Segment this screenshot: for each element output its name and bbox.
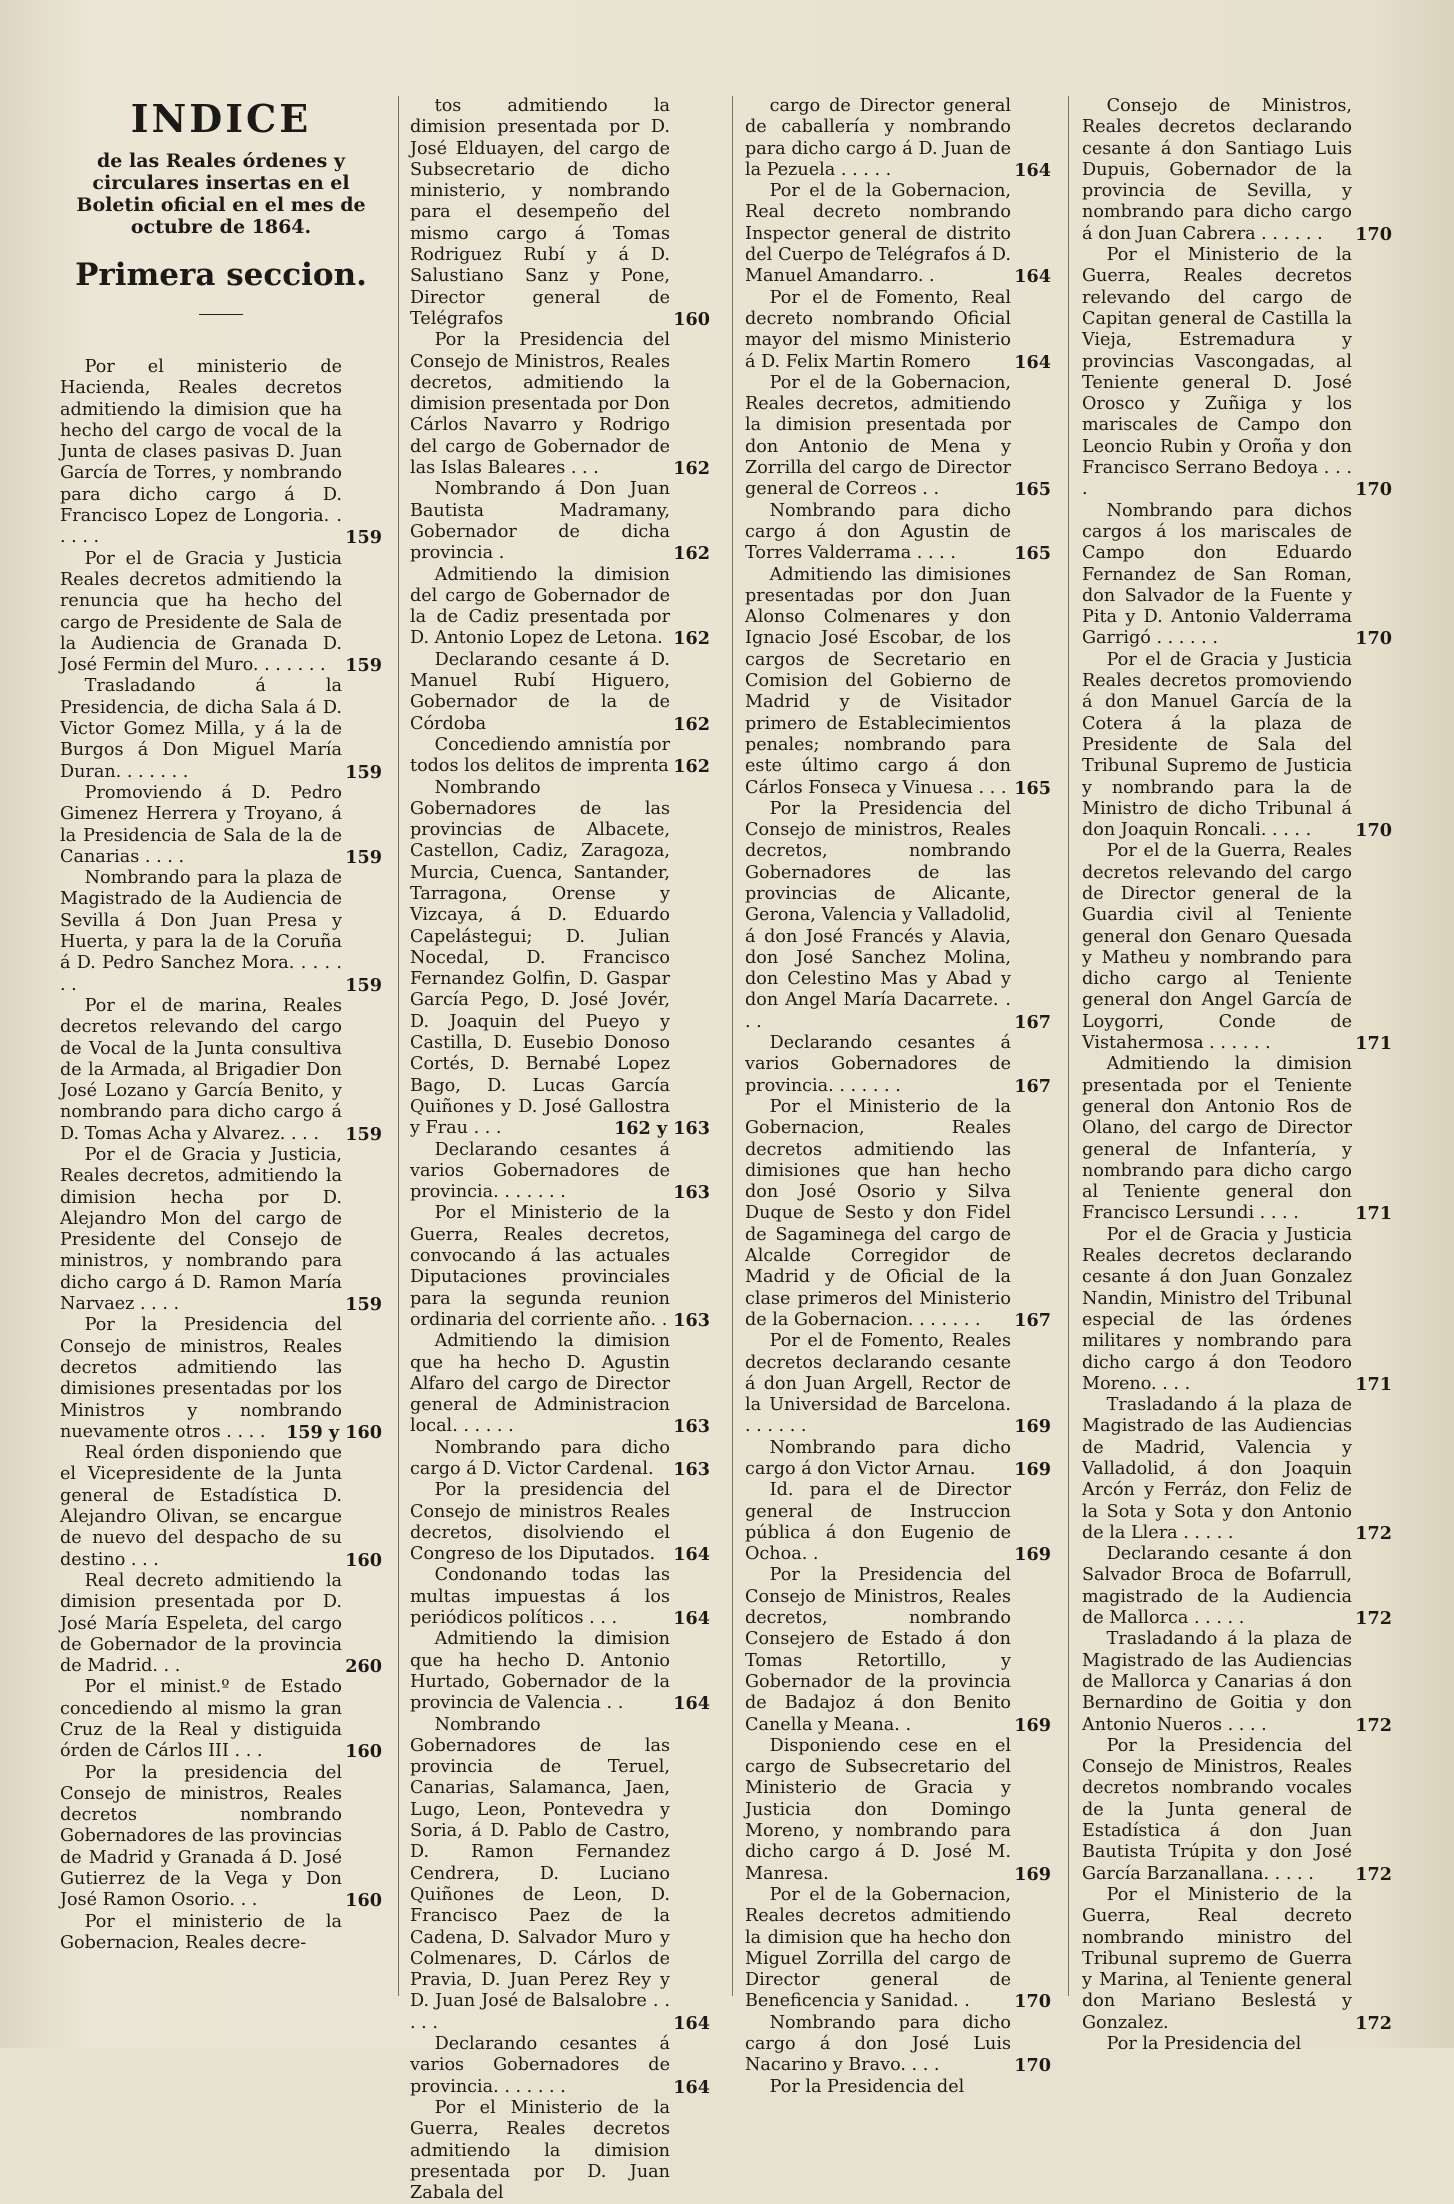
entry-text: Nombrando para dichos cargos á los mariscales de Campo don Eduardo Fernandez de San Roman, don Salvador de la Fuente y Pita y D. Antonio Valderrama Garrigó . . . . . . — [1082, 500, 1352, 649]
entry-page-number: 172 — [1355, 1714, 1392, 1736]
entry-text: Por el Ministerio de la Gobernacion, Reales decretos admitiendo las dimisiones que han hecho don José Osorio y Silva Duque de Sesto y don Fidel de Sagaminega del cargo de Alcalde Corregidor de Madrid y de Oficial de la clase primeros del Ministerio de la Gobernacion. . . . . . . — [745, 1096, 1011, 1330]
entry-page-number: 159 — [345, 655, 382, 677]
index-entry — [410, 1438, 710, 1481]
entry-text: Por el de Gracia y Justicia Reales decretos promoviendo á don Manuel García de la Cotera á la plaza de Presidente de Sala del Tribunal Supremo de Justicia y nombrando para la de Ministro de dicho Tribunal á don Joaquin Roncali. . . . . — [1082, 649, 1352, 841]
index-column-4 — [1082, 96, 1392, 2055]
separator-line — [199, 314, 243, 315]
entry-text: Por el de Gracia y Justicia Reales decretos admitiendo la renuncia que ha hecho del cargo de Presidente de Sala de la Audiencia de Granada D. José Fermin del Muro. . . . . . . — [60, 548, 342, 676]
entry-text: Real decreto admitiendo la dimision presentada por D. José María Espeleta, del cargo de Gobernador de la provincia de Madrid. . . — [60, 1570, 342, 1677]
index-entry — [1082, 1629, 1392, 1735]
index-entry — [1082, 1885, 1392, 2034]
entry-text: Por la Presidencia del — [1106, 2034, 1302, 2055]
entry-page-number: 163 — [673, 1182, 710, 1204]
index-entry — [410, 2034, 710, 2098]
entry-page-number: 159 — [345, 846, 382, 868]
entry-text: Por la Presidencia del Consejo de Ministros, Reales decretos nombrando vocales de la Junta general de Estadística á don Juan Bautista Trúpita y don José García Barzanallana. . . . . — [1082, 1735, 1352, 1884]
entry-text: tos admitiendo la dimision presentada por D. José Elduayen, del cargo de Subsecretario de dicho ministerio, y nombrando para el desempeño del mismo cargo á Tomas Rodriguez Rubí y á D. Salustiano Sanz y Pone, Director general de Telégrafos — [410, 96, 670, 329]
index-entry — [410, 1331, 710, 1437]
index-entry — [745, 1097, 1051, 1331]
entry-text: Consejo de Ministros, Reales decretos declarando cesante á don Santiago Luis Dupuis, Gobernador de la provincia de Sevilla, y nombrando para dicho cargo á don Juan Cabrera . . . . . . — [1082, 96, 1352, 244]
entry-page-number: 172 — [1355, 1863, 1392, 1885]
index-entry — [745, 288, 1051, 373]
entry-text: Por la Presidencia del Consejo de ministros, Reales decretos admitiendo las dimisiones presentadas por los Ministros y nombrando nuevamente otros . . . . — [60, 1315, 342, 1442]
entry-page-number: 159 — [345, 1123, 382, 1145]
index-entry — [745, 565, 1051, 799]
entry-text: Por el de Gracia y Justicia, Reales decretos, admitiendo la dimision hecha por D. Alejandro Mon del cargo de Presidente del Consejo de ministros, y nombrando para dicho cargo á D. Ramon María Narvaez . . . . — [60, 1144, 342, 1315]
entry-page-number: 260 — [345, 1656, 382, 1678]
entry-page-number: 165 — [1014, 777, 1051, 799]
index-entry — [745, 2013, 1051, 2077]
entry-text: Por la Presidencia del Consejo de ministros, Reales decretos, nombrando Gobernadores de las provincias de Alicante, Gerona, Valencia y Valladolid, á don José Francés y Alavia, don José Sanchez Molina, don Celestino Mas y Abad y don Angel María Dacarrete. . . . — [745, 798, 1011, 1032]
index-entry — [60, 1315, 382, 1443]
index-entry — [1082, 1054, 1392, 1224]
index-entry — [410, 96, 710, 330]
index-entry — [60, 1145, 382, 1315]
entry-text: Trasladando á la plaza de Magistrado de las Audiencias de Madrid, Valencia y Valladolid, á don Joaquin Arcón y Ferráz, don Feliz de la Sota y Sota y don Antonio de la Llera . . . . . — [1082, 1395, 1352, 1543]
entry-page-number: 171 — [1355, 1203, 1392, 1225]
entry-text: Por el Ministerio de la Guerra, Real decreto nombrando ministro del Tribunal supremo de Guerra y Marina, al Teniente general don Mariano Beslestá y Gonzalez. — [1082, 1884, 1352, 2033]
entry-page-number: 170 — [1355, 479, 1392, 501]
index-entry — [410, 735, 710, 778]
index-title: INDICE — [130, 96, 312, 141]
entry-text: Nombrando para dicho cargo á D. Victor Cardenal. — [410, 1437, 670, 1479]
index-entry — [745, 501, 1051, 565]
entry-text: Nombrando Gobernadores de las provincias de Albacete, Castellon, Cadiz, Zaragoza, Murcia, Cuenca, Santander, Tarragona, Orense y Vizcaya, á D. Eduardo Capelástegui; D. Julian Nocedal, D. Francisco Fernandez Golfin, D. Gaspar García Pego, D. José Jovér, D. Joaquin del Pueyo y Castilla, D. Eusebio Donoso Cortés, D. Bernabé Lopez Bago, D. Lucas García Quiñones y D. José Gallostra y Frau . . . — [410, 777, 670, 1139]
index-entry — [1082, 245, 1392, 501]
column-entries — [60, 357, 382, 1954]
entry-page-number: 164 — [673, 1544, 710, 1566]
entry-text: Trasladando á la Presidencia, de dicha Sala á D. Victor Gomez Milla, y á la de Burgos á Don Miguel María Duran. . . . . . . — [60, 676, 342, 782]
entry-page-number: 167 — [1014, 1075, 1051, 1097]
entry-text: Por la Presidencia del Consejo de Ministros, Reales decretos, admitiendo la dimision presentada por Don Cárlos Navarro y Rodrigo del cargo de Gobernador de las Islas Baleares . . . — [410, 330, 670, 479]
index-entry — [60, 1677, 382, 1762]
index-entry — [1082, 1225, 1392, 1395]
index-entry — [410, 1203, 710, 1331]
entry-page-number: 162 — [673, 543, 710, 565]
index-entry — [745, 1736, 1051, 1885]
entry-text: Nombrando para dicho cargo á don José Luis Nacarino y Bravo. . . . — [745, 2012, 1011, 2076]
entry-text: Nombrando para dicho cargo á don Agustin de Torres Valderrama . . . . — [745, 500, 1011, 564]
index-entry — [60, 1443, 382, 1571]
entry-page-number: 170 — [1014, 2055, 1051, 2077]
entry-page-number: 165 — [1014, 543, 1051, 565]
index-entry — [1082, 501, 1392, 650]
entry-text: Por el de la Gobernacion, Real decreto nombrando Inspector general de distrito del Cuerpo de Telégrafos á D. Manuel Amandarro. . — [745, 181, 1011, 287]
entry-text: Declarando cesantes á varios Gobernadores de provincia. . . . . . . — [410, 1139, 670, 1203]
entry-text: Por el de Gracia y Justicia Reales decretos declarando cesante á don Juan Gonzalez Nandin, Ministro del Tribunal especial de las órdenes militares y nombrando para dicho cargo á don Teodoro Moreno. . . . — [1082, 1224, 1352, 1394]
entry-text: Condonando todas las multas impuestas á los periódicos políticos . . . — [410, 1565, 670, 1629]
index-entry — [745, 373, 1051, 501]
entry-page-number: 162 — [673, 628, 710, 650]
index-entry — [745, 2077, 1051, 2098]
index-entry — [410, 1629, 710, 1714]
entry-page-number: 159 — [345, 761, 382, 783]
index-entry — [745, 96, 1051, 181]
entry-page-number: 164 — [1014, 159, 1051, 181]
index-entry — [745, 1480, 1051, 1565]
entry-page-number: 159 — [345, 974, 382, 996]
index-column-1 — [60, 96, 382, 2036]
section-heading: Primera seccion. — [75, 257, 367, 293]
entry-text: Id. para el de Director general de Instruccion pública á don Eugenio de Ochoa. . — [745, 1480, 1011, 1565]
entry-text: Disponiendo cese en el cargo de Subsecretario del Ministerio de Gracia y Justicia don Domingo Moreno, y nombrando para dicho cargo á D. José M. Manresa. — [745, 1735, 1011, 1884]
entry-page-number: 164 — [673, 2012, 710, 2034]
index-entry — [745, 181, 1051, 287]
entry-text: Nombrando Gobernadores de las provincia de Teruel, Canarias, Salamanca, Jaen, Lugo, Leon, Pontevedra y Soria, á D. Pablo de Castro, D. Ramon Fernandez Cendrera, D. Luciano Quiñones de Leon, D. Francisco Paez de la Cadena, D. Salvador Muro y Colmenares, D. Cárlos de Pravia, D. Juan Perez Rey y D. Juan José de Balsalobre . . . . . — [410, 1714, 670, 2033]
index-entry — [60, 1571, 382, 1677]
entry-page-number: 159 — [345, 527, 382, 549]
entry-page-number: 170 — [1355, 223, 1392, 245]
index-entry — [410, 330, 710, 479]
entry-text: Real órden disponiendo que el Vicepresidente de la Junta general de Estadística D. Alejandro Olivan, se encargue de nuevo del despacho de su destino . . . — [60, 1443, 342, 1570]
index-entry — [1082, 1544, 1392, 1629]
entry-text: Declarando cesantes á varios Gobernadores de provincia. . . . . . . — [410, 2034, 670, 2097]
entry-page-number: 172 — [1355, 1522, 1392, 1544]
entry-text: Por la Presidencia del Consejo de Ministros, Reales decretos, nombrando Consejero de Estado á don Tomas Retortillo, y Gobernador de la provincia de Badajoz á don Benito Canella y Meana. . — [745, 1565, 1011, 1735]
index-entry — [60, 868, 382, 996]
entry-page-number: 163 — [673, 1309, 710, 1331]
entry-page-number: 170 — [1014, 1991, 1051, 2013]
entry-page-number: 171 — [1355, 1033, 1392, 1055]
entry-text: Nombrando para la plaza de Magistrado de la Audiencia de Sevilla á Don Juan Presa y Huerta, y para la de la Coruña á D. Pedro Sanchez Mora. . . . . . . — [60, 868, 342, 995]
entry-page-number: 164 — [1014, 351, 1051, 373]
entry-page-number: 167 — [1014, 1011, 1051, 1033]
entry-page-number: 160 — [345, 1741, 382, 1763]
entry-text: Admitiendo las dimisiones presentadas por don Juan Alonso Colmenares y don Ignacio José Escobar, de los cargos de Secretario en Comision del Gobierno de Madrid y de Visitador primero de Establecimientos penales; nombrando para este último cargo á don Cárlos Fonseca y Vinuesa . . . — [745, 564, 1011, 798]
index-entry — [745, 1885, 1051, 2013]
entry-text: Declarando cesantes á varios Gobernadores de provincia. . . . . . . — [745, 1033, 1011, 1096]
index-entry — [410, 479, 710, 564]
entry-page-number: 159 — [345, 1294, 382, 1316]
entry-text: Declarando cesante á D. Manuel Rubí Higuero, Gobernador de la de Córdoba — [410, 649, 670, 734]
entry-page-number: 169 — [1014, 1714, 1051, 1736]
entry-text: Por el de la Gobernacion, Reales decretos admitiendo la dimision que ha hecho don Miguel Zorrilla del cargo de Director general de Beneficencia y Sanidad. . — [745, 1884, 1011, 2012]
entry-text: Admitiendo la dimision que ha hecho D. Antonio Hurtado, Gobernador de la provincia de Valencia . . — [410, 1629, 670, 1714]
entry-text: Por el ministerio de la Gobernacion, Reales decre- — [60, 1911, 342, 1953]
index-entry — [1082, 96, 1392, 245]
entry-page-number: 160 — [673, 308, 710, 330]
entry-text: Trasladando á la plaza de Magistrado de las Audiencias de Mallorca y Canarias á don Bernardino de Goitia y don Antonio Nueros . . . . — [1082, 1629, 1352, 1735]
entry-page-number: 162 y 163 — [614, 1118, 710, 1140]
index-entry — [60, 549, 382, 677]
index-column-3 — [745, 96, 1051, 2097]
index-entry — [60, 357, 382, 549]
index-entry — [410, 778, 710, 1140]
entry-text: cargo de Director general de caballería y nombrando para dicho cargo á D. Juan de la Pezuela . . . . . — [745, 96, 1011, 180]
entry-text: Por el de Fomento, Real decreto nombrando Oficial mayor del mismo Ministerio á D. Felix Martin Romero — [745, 287, 1011, 372]
column-rule — [1068, 96, 1069, 1996]
entry-text: Admitiendo la dimision presentada por el Teniente general don Antonio Ros de Olano, del cargo de Director general de Infantería, y nombrando para dicho cargo al Teniente general don Francisco Lersundi . . . . — [1082, 1054, 1352, 1224]
entry-text: Por el de la Gobernacion, Reales decretos, admitiendo la dimision presentada por don Antonio de Mena y Zorrilla del cargo de Director general de Correos . . — [745, 372, 1011, 500]
entry-text: Por la presidencia del Consejo de ministros, Reales decretos nombrando Gobernadores de las provincias de Madrid y Granada á D. José Gutierrez de la Vega y Don José Ramon Osorio. . . — [60, 1762, 343, 1911]
entry-page-number: 165 — [1014, 479, 1051, 501]
entry-text: Por el Ministerio de la Guerra, Reales decretos relevando del cargo de Capitan general de Castilla la Vieja, Estremadura y provincias Vascongadas, al Teniente general D. José Orosco y Zuñiga y los mariscales de Campo don Leoncio Rubin y Oroña y don Francisco Serrano Bedoya . . . . — [1082, 245, 1352, 500]
index-entry — [410, 565, 710, 650]
entry-page-number: 163 — [673, 1416, 710, 1438]
entry-page-number: 171 — [1355, 1373, 1392, 1395]
index-entry — [745, 1331, 1051, 1437]
index-entry — [1082, 1395, 1392, 1544]
column-entries — [745, 96, 1051, 2098]
entry-text: Por el de marina, Reales decretos relevando del cargo de Vocal de la Junta consultiva de la Armada, al Brigadier Don José Lozano y García Benito, y nombrando para dicho cargo á D. Tomas Acha y Alvarez. . . . — [60, 995, 342, 1144]
entry-text: Por el de Fomento, Reales decretos declarando cesante á don Juan Argell, Rector de la Universidad de Barcelona. . . . . . . — [745, 1331, 1011, 1437]
entry-text: Declarando cesante á don Salvador Broca de Bofarrull, magistrado de la Audiencia de Mallorca . . . . . — [1082, 1544, 1352, 1629]
entry-text: Concediendo amnistía por todos los delitos de imprenta — [410, 734, 670, 777]
entry-text: Admitiendo la dimision que ha hecho D. Agustin Alfaro del cargo de Director general de Administracion local. . . . . . — [410, 1331, 670, 1437]
entry-page-number: 164 — [673, 1608, 710, 1630]
entry-text: Por la presidencia del Consejo de ministros Reales decretos, disolviendo el Congreso de los Diputados. — [410, 1480, 670, 1565]
entry-page-number: 170 — [1355, 820, 1392, 842]
index-entry — [1082, 841, 1392, 1054]
column-entries — [1082, 96, 1392, 2055]
index-entry — [410, 1565, 710, 1629]
entry-page-number: 172 — [1355, 2012, 1392, 2034]
index-entry — [60, 783, 382, 868]
index-entry — [410, 1715, 710, 2034]
index-entry — [745, 799, 1051, 1033]
entry-page-number: 160 — [345, 1890, 382, 1912]
index-entry — [745, 1438, 1051, 1481]
index-entry — [60, 1763, 382, 1912]
entry-page-number: 160 — [345, 1549, 382, 1571]
index-entry — [410, 1480, 710, 1565]
index-entry — [1082, 1736, 1392, 1885]
index-entry — [60, 996, 382, 1145]
entry-page-number: 169 — [1014, 1416, 1051, 1438]
entry-page-number: 169 — [1014, 1863, 1051, 1885]
entry-text: Admitiendo la dimision del cargo de Gobernador de la de Cadiz presentada por D. Antonio Lopez de Letona. — [410, 564, 670, 649]
entry-text: Nombrando á Don Juan Bautista Madramany, Gobernador de dicha provincia . — [410, 479, 670, 564]
index-entry — [60, 1912, 382, 1955]
entry-text: Promoviendo á D. Pedro Gimenez Herrera y Troyano, á la Presidencia de Sala de la de Canarias . . . . — [60, 782, 342, 867]
column-entries — [410, 96, 710, 2204]
index-column-2 — [410, 96, 710, 2204]
entry-page-number: 164 — [673, 1693, 710, 1715]
index-subtitle: de las Reales órdenes y circulares insertas en el Boletin oficial en el mes de octubre de 1864. — [76, 150, 366, 238]
entry-page-number: 162 — [673, 458, 710, 480]
entry-text: Por el de la Guerra, Reales decretos relevando del cargo de Director general de la Guardia civil al Teniente general don Genaro Quesada y Matheu y nombrando para dicho cargo al Teniente general don Angel García de Loygorri, Conde de Vistahermosa . . . . . . — [1082, 841, 1352, 1054]
entry-page-number: 167 — [1014, 1309, 1051, 1331]
entry-page-number: 169 — [1014, 1544, 1051, 1566]
index-entry — [745, 1033, 1051, 1097]
entry-text: Nombrando para dicho cargo á don Victor Arnau. — [745, 1437, 1011, 1479]
entry-page-number: 162 — [673, 713, 710, 735]
entry-page-number: 163 — [673, 1459, 710, 1480]
index-entry — [60, 676, 382, 782]
index-entry — [410, 650, 710, 735]
entry-page-number: 170 — [1355, 628, 1392, 650]
entry-page-number: 172 — [1355, 1608, 1392, 1630]
index-entry — [410, 2098, 710, 2204]
index-entry — [410, 1140, 710, 1204]
entry-text: Por la Presidencia del — [769, 2076, 965, 2097]
entry-page-number: 164 — [1014, 266, 1051, 288]
entry-text: Por el Ministerio de la Guerra, Reales decretos admitiendo la dimision presentada por D. Juan Zabala del — [410, 2097, 670, 2204]
entry-page-number: 162 — [673, 756, 710, 778]
column-rule — [732, 96, 733, 1996]
entry-text: Por el Ministerio de la Guerra, Reales decretos, convocando á las actuales Diputaciones provinciales para la segunda reunion ordinaria del corriente año. . — [410, 1203, 670, 1330]
column-rule — [398, 96, 399, 1996]
entry-text: Por el ministerio de Hacienda, Reales decretos admitiendo la dimision que ha hecho del cargo de vocal de la Junta de clases pasivas D. Juan García de Torres, y nombrando para dicho cargo á D. Francisco Lopez de Longoria. . . . . . — [60, 357, 342, 548]
index-entry — [745, 1565, 1051, 1735]
entry-page-number: 159 y 160 — [286, 1421, 382, 1443]
entry-page-number: 169 — [1014, 1459, 1051, 1480]
index-entry — [1082, 650, 1392, 842]
entry-text: Por el minist.º de Estado concediendo al mismo la gran Cruz de la Real y distiguida órden de Cárlos III . . . — [60, 1677, 342, 1762]
entry-page-number: 164 — [673, 2076, 710, 2098]
index-entry — [1082, 2034, 1392, 2055]
